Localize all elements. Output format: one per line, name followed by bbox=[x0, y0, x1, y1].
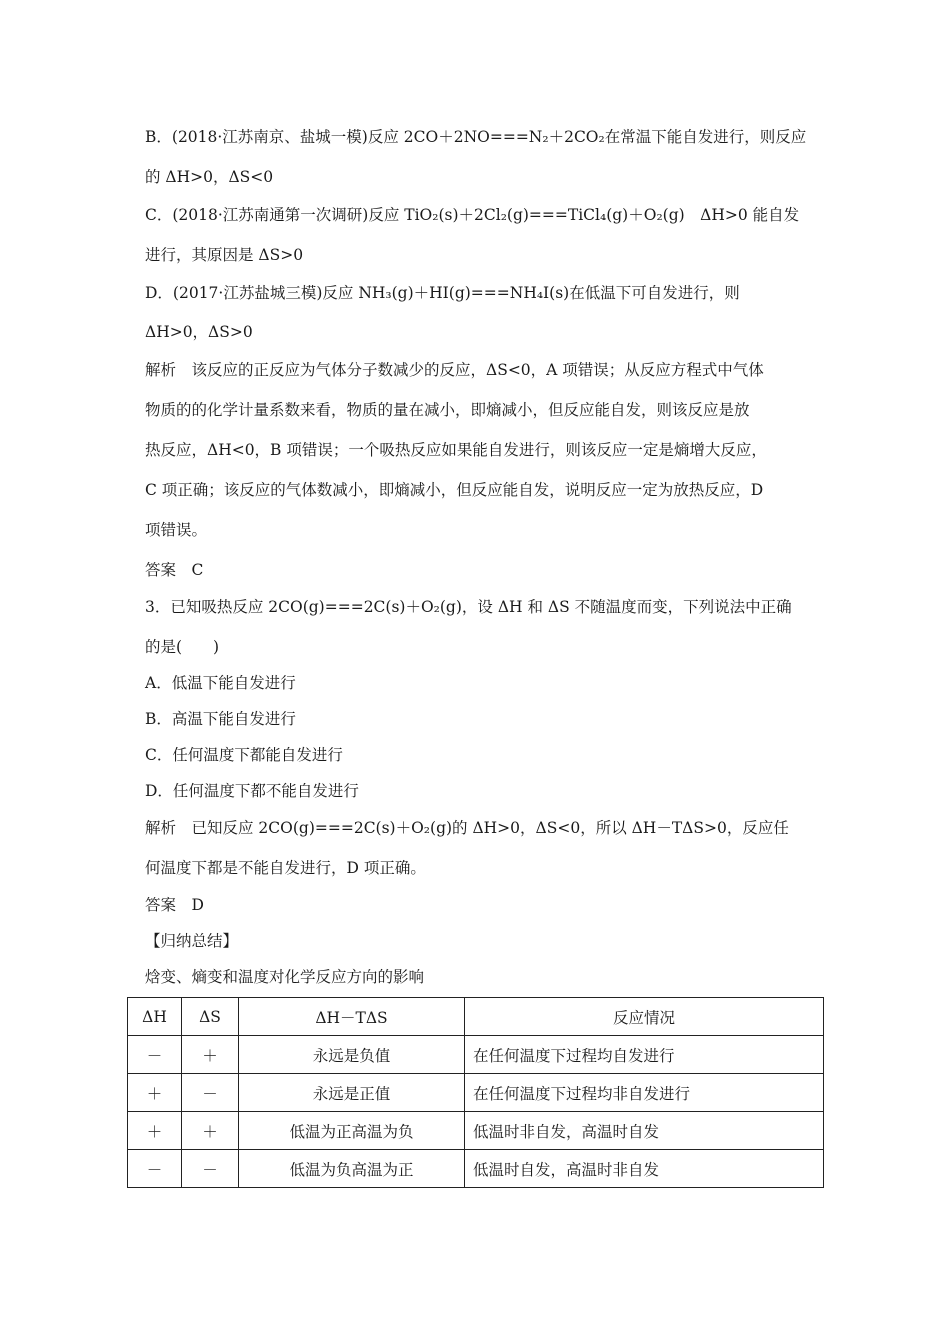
option-c-line-1: C．(2018·江苏南通第一次调研)反应 TiO₂(s)＋2Cl₂(g)===TiCl₄(g)＋O₂(g) ΔH>0 能自发 bbox=[145, 206, 800, 224]
cell-delta-h: ＋ bbox=[128, 1074, 182, 1112]
table-row bbox=[128, 1036, 824, 1074]
cell-reaction: 低温时非自发，高温时自发 bbox=[465, 1112, 824, 1150]
cell-delta-s: － bbox=[182, 1074, 239, 1112]
option-c-line-2: 进行，其原因是 ΔS>0 bbox=[145, 246, 304, 264]
question-3-line-2: 的是( ) bbox=[145, 638, 220, 656]
option-a: A．低温下能自发进行 bbox=[145, 674, 296, 692]
option-d: D．任何温度下都不能自发进行 bbox=[145, 782, 359, 800]
option-b: B．高温下能自发进行 bbox=[145, 710, 296, 728]
analysis-1-line-4: C 项正确；该反应的气体数减小，即熵减小，但反应能自发，说明反应一定为放热反应，D bbox=[145, 481, 764, 499]
analysis-1-line-5: 项错误。 bbox=[145, 521, 208, 539]
table-row bbox=[128, 1074, 824, 1112]
answer-1: 答案 C bbox=[145, 561, 204, 579]
header-delta-h: ΔH bbox=[128, 998, 182, 1036]
table-header-row bbox=[128, 998, 824, 1036]
option-c: C．任何温度下都能自发进行 bbox=[145, 746, 343, 764]
cell-delta-g: 永远是负值 bbox=[239, 1036, 465, 1074]
option-d-line-2: ΔH>0，ΔS>0 bbox=[145, 323, 253, 341]
cell-delta-g: 永远是正值 bbox=[239, 1074, 465, 1112]
cell-delta-h: － bbox=[128, 1150, 182, 1188]
cell-delta-g: 低温为正高温为负 bbox=[239, 1112, 465, 1150]
header-reaction: 反应情况 bbox=[465, 998, 824, 1036]
header-delta-s: ΔS bbox=[182, 998, 239, 1036]
header-delta-g: ΔH－TΔS bbox=[239, 998, 465, 1036]
summary-heading: 【归纳总结】 bbox=[145, 932, 239, 950]
analysis-2-line-2: 何温度下都是不能自发进行，D 项正确。 bbox=[145, 859, 426, 877]
answer-2: 答案 D bbox=[145, 896, 204, 914]
summary-table bbox=[127, 997, 824, 1188]
table-row bbox=[128, 1112, 824, 1150]
cell-delta-g: 低温为负高温为正 bbox=[239, 1150, 465, 1188]
option-d-line-1: D．(2017·江苏盐城三模)反应 NH₃(g)＋HI(g)===NH₄I(s)在低温下可自发进行，则 bbox=[145, 284, 740, 302]
cell-delta-h: － bbox=[128, 1036, 182, 1074]
table-row bbox=[128, 1150, 824, 1188]
question-3-line-1: 3．已知吸热反应 2CO(g)===2C(s)＋O₂(g)，设 ΔH 和 ΔS 不随温度而变，下列说法中正确 bbox=[145, 598, 792, 616]
cell-delta-s: ＋ bbox=[182, 1036, 239, 1074]
cell-delta-h: ＋ bbox=[128, 1112, 182, 1150]
cell-reaction: 低温时自发，高温时非自发 bbox=[465, 1150, 824, 1188]
analysis-1-line-1: 解析 该反应的正反应为气体分子数减少的反应，ΔS<0，A 项错误；从反应方程式中气体 bbox=[145, 361, 764, 379]
cell-reaction: 在任何温度下过程均自发进行 bbox=[465, 1036, 824, 1074]
summary-title: 焓变、熵变和温度对化学反应方向的影响 bbox=[145, 968, 425, 986]
cell-delta-s: － bbox=[182, 1150, 239, 1188]
option-b-line-1: B．(2018·江苏南京、盐城一模)反应 2CO＋2NO===N₂＋2CO₂在常温下能自发进行，则反应 bbox=[145, 128, 807, 146]
analysis-1-line-3: 热反应，ΔH<0，B 项错误；一个吸热反应如果能自发进行，则该反应一定是熵增大反应， bbox=[145, 441, 767, 459]
option-b-line-2: 的 ΔH>0，ΔS<0 bbox=[145, 168, 274, 186]
analysis-2-line-1: 解析 已知反应 2CO(g)===2C(s)＋O₂(g)的 ΔH>0，ΔS<0，所以 ΔH－TΔS>0，反应任 bbox=[145, 819, 789, 837]
cell-reaction: 在任何温度下过程均非自发进行 bbox=[465, 1074, 824, 1112]
analysis-1-line-2: 物质的的化学计量系数来看，物质的量在减小，即熵减小，但反应能自发，则该反应是放 bbox=[145, 401, 750, 419]
cell-delta-s: ＋ bbox=[182, 1112, 239, 1150]
